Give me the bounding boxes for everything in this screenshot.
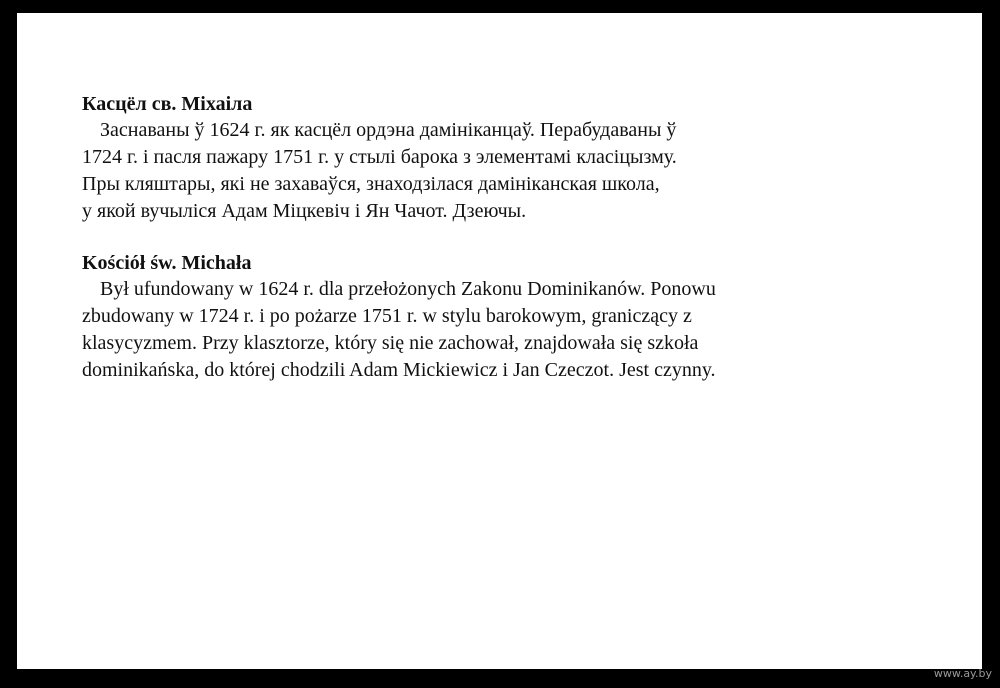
text-line: Był ufundowany w 1624 r. dla przełożonych Zakonu Dominikanów. Ponowu: [100, 278, 716, 300]
section-heading: Касцёл св. Міхаіла: [82, 93, 253, 115]
section-belarusian: [82, 91, 882, 225]
text-line: klasycyzmem. Przy klasztorze, który się nie zachował, znajdowała się szkoła: [82, 332, 699, 354]
text-line: Пры кляштары, які не захаваўся, знаходзілася дамініканская школа,: [82, 173, 660, 195]
postcard-back: [17, 13, 982, 669]
watermark: www.ay.by: [933, 667, 992, 680]
text-line: Заснаваны ў 1624 г. як касцёл ордэна дамініканцаў. Перабудаваны ў: [100, 119, 677, 141]
text-line: dominikańska, do której chodzili Adam Mickiewicz i Jan Czeczot. Jest czynny.: [82, 359, 716, 381]
text-line: zbudowany w 1724 r. i po pożarze 1751 r. w stylu barokowym, graniczący z: [82, 305, 692, 327]
text-line: у якой вучыліся Адам Міцкевіч і Ян Чачот. Дзеючы.: [82, 200, 527, 222]
section-polish: [82, 250, 882, 384]
text-line: 1724 г. і пасля пажару 1751 г. у стылі барока з элементамі класіцызму.: [82, 146, 677, 168]
section-heading: Kościół św. Michała: [82, 252, 252, 274]
